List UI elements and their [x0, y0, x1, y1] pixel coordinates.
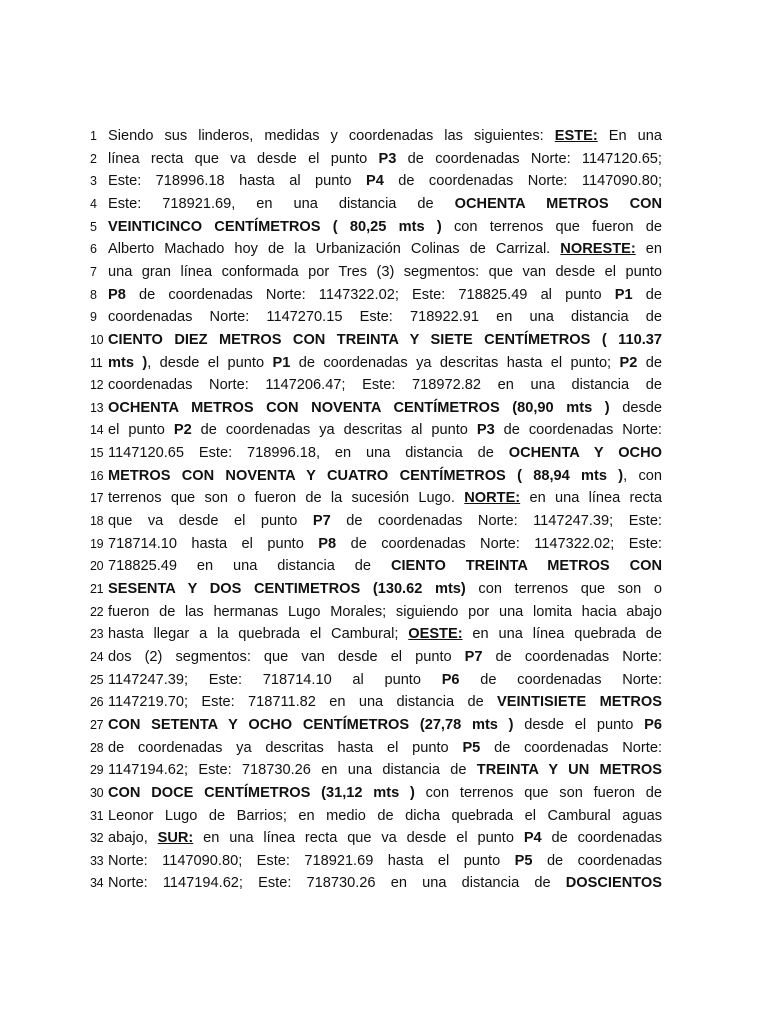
line-number: 23 — [90, 627, 104, 642]
text-segment: 1147219.70; Este: 718711.82 en una distancia de — [108, 694, 498, 711]
line-number: 20 — [90, 559, 104, 574]
text-segment: coordenadas Norte: 1147206.47; Este: 718972.82 en una distancia de — [108, 377, 662, 394]
text-line — [90, 511, 662, 531]
text-segment: En una — [597, 128, 662, 144]
text-line — [90, 285, 662, 305]
text-segment: Norte: 1147194.62; Este: 718730.26 en una distancia de — [108, 875, 566, 892]
text-line — [90, 126, 662, 146]
line-number: 8 — [90, 287, 97, 302]
text-segment: terrenos que son o fueron de la sucesión Lugo. — [108, 490, 465, 507]
text-line — [90, 353, 662, 373]
text-segment: de — [632, 286, 662, 303]
line-number: 9 — [90, 310, 97, 325]
text-line — [90, 647, 662, 667]
text-segment: de coordenadas Norte: — [494, 422, 662, 439]
text-line — [90, 443, 662, 463]
text-segment: de — [637, 354, 662, 371]
line-number: 21 — [90, 582, 104, 596]
text-line — [90, 534, 662, 554]
section-heading: OESTE: — [408, 626, 463, 643]
line-number: 26 — [90, 695, 104, 710]
line-number: 7 — [90, 264, 97, 279]
text-segment: Este: 718921.69, en una distancia de — [108, 195, 455, 212]
line-number: 28 — [90, 740, 104, 755]
text-segment: con terrenos que fueron de — [441, 218, 662, 235]
text-segment: abajo, — [108, 830, 158, 847]
text-segment: línea recta que va desde el punto — [108, 150, 379, 167]
text-segment: de coordenadas ya descritas hasta el punto; — [290, 354, 620, 371]
bold-text: CON SETENTA Y OCHO CENTÍMETROS (27,78 mts ) — [108, 716, 514, 733]
text-segment: de coordenadas Norte: — [459, 671, 662, 688]
text-segment: en una línea recta — [520, 490, 662, 507]
bold-text: SESENTA Y DOS CENTIMETROS (130.62 mts) — [108, 581, 466, 597]
bold-text: CIENTO DIEZ METROS CON TREINTA Y SIETE CENTÍMETROS ( 110.37 — [108, 331, 662, 348]
line-number: 22 — [90, 604, 104, 619]
line-number: 14 — [90, 423, 104, 438]
text-line — [90, 488, 662, 508]
line-number: 5 — [90, 219, 97, 234]
bold-text: P5 — [462, 739, 481, 756]
text-segment: dos (2) segmentos: que van desde el punto — [108, 648, 465, 665]
bold-text: P6 — [441, 671, 460, 688]
section-heading: NORTE: — [464, 490, 521, 507]
text-segment: una gran línea conformada por Tres (3) segmentos: que van desde el punto — [108, 263, 662, 280]
bold-text: CON DOCE CENTÍMETROS (31,12 mts ) — [108, 784, 415, 801]
bold-text: VEINTICINCO CENTÍMETROS ( 80,25 mts ) — [108, 218, 442, 235]
text-line — [90, 466, 662, 486]
bold-text: METROS CON NOVENTA Y CUATRO CENTÍMETROS ( 88,94 mts ) — [108, 467, 624, 484]
text-line — [90, 398, 662, 418]
text-line — [90, 420, 662, 440]
text-line — [90, 851, 662, 871]
text-segment: de coordenadas Norte: 1147322.02; Este: — [336, 535, 662, 552]
line-number: 18 — [90, 514, 104, 528]
text-line — [90, 375, 662, 395]
text-line — [90, 217, 662, 237]
line-number: 33 — [90, 853, 104, 868]
text-segment: de coordenadas — [541, 830, 662, 847]
bold-text: OCHENTA METROS CON NOVENTA CENTÍMETROS (80,90 mts ) — [108, 399, 610, 416]
text-segment: 1147194.62; Este: 718730.26 en una distancia de — [108, 762, 477, 779]
text-segment: en una línea quebrada de — [462, 626, 662, 643]
line-number: 25 — [90, 672, 104, 687]
text-line — [90, 307, 662, 327]
line-number: 31 — [90, 808, 104, 823]
bold-text: P3 — [476, 422, 495, 439]
line-number: 2 — [90, 151, 97, 166]
text-segment: 1147247.39; Este: 718714.10 al punto — [108, 671, 442, 688]
section-heading: NORESTE: — [560, 241, 636, 258]
bold-text: P8 — [108, 286, 126, 303]
line-number: 3 — [90, 174, 97, 189]
text-segment: 1147120.65 Este: 718996.18, en una distancia de — [108, 445, 509, 462]
text-line — [90, 239, 662, 259]
text-segment: de coordenadas Norte: — [482, 648, 662, 665]
text-segment: 718825.49 en una distancia de — [108, 558, 391, 575]
text-line — [90, 602, 662, 622]
text-line — [90, 783, 662, 803]
line-number: 15 — [90, 446, 104, 461]
line-number: 27 — [90, 717, 104, 732]
text-segment: de coordenadas Norte: 1147322.02; Este: 718825.49 al punto — [125, 286, 615, 303]
text-segment: con terrenos que son fueron de — [414, 784, 662, 801]
text-segment: de coordenadas Norte: 1147247.39; Este: — [330, 513, 662, 529]
bold-text: TREINTA Y UN METROS — [476, 762, 662, 779]
text-segment: que va desde el punto — [108, 513, 313, 529]
bold-text: P7 — [312, 513, 331, 529]
line-number: 11 — [90, 355, 103, 370]
bold-text: P3 — [378, 150, 397, 167]
text-line — [90, 670, 662, 690]
bold-text: mts ) — [108, 354, 148, 371]
text-segment: el punto — [108, 422, 174, 439]
bold-text: P6 — [644, 716, 663, 733]
bold-text: OCHENTA Y OCHO — [508, 445, 662, 462]
bold-text: P2 — [619, 354, 638, 371]
text-segment: Alberto Machado hoy de la Urbanización Colinas de Carrizal. — [108, 241, 561, 258]
bold-text: P8 — [318, 535, 337, 552]
text-segment: , con — [623, 467, 662, 484]
bold-text: P4 — [365, 173, 384, 190]
text-line — [90, 692, 663, 712]
text-segment: de coordenadas ya descritas hasta el punto — [108, 739, 463, 756]
text-line — [90, 828, 662, 848]
bold-text: VEINTISIETE METROS — [497, 694, 663, 711]
bold-text: OCHENTA METROS CON — [454, 195, 663, 212]
text-segment: Este: 718996.18 hasta al punto — [108, 173, 366, 190]
line-number: 17 — [90, 491, 104, 506]
text-segment: Norte: 1147090.80; Este: 718921.69 hasta el punto — [108, 852, 515, 869]
bold-text: P2 — [173, 422, 192, 439]
line-number: 29 — [90, 763, 104, 778]
section-heading: SUR: — [157, 830, 194, 847]
line-number: 1 — [90, 129, 97, 143]
text-segment: , desde el punto — [147, 354, 273, 371]
text-line — [90, 171, 662, 191]
text-line — [90, 873, 662, 893]
line-number: 32 — [90, 831, 104, 846]
text-segment: hasta llegar a la quebrada el Cambural; — [108, 626, 409, 643]
text-line — [90, 806, 662, 826]
bold-text: P1 — [614, 286, 633, 303]
text-line — [90, 760, 662, 780]
line-number: 16 — [90, 468, 104, 483]
bold-text: CIENTO TREINTA METROS CON — [390, 558, 662, 575]
text-segment: desde — [609, 399, 662, 416]
text-line — [90, 262, 662, 282]
text-line — [90, 738, 662, 758]
text-segment: en una línea recta que va desde el punto — [193, 830, 524, 847]
text-line — [90, 579, 662, 599]
text-line — [90, 330, 662, 350]
bold-text: P4 — [523, 830, 542, 847]
bold-text: DOSCIENTOS — [565, 875, 662, 892]
text-line — [90, 715, 663, 735]
line-number: 13 — [90, 400, 104, 415]
text-segment: 718714.10 hasta el punto — [108, 535, 319, 552]
text-line — [90, 624, 662, 644]
text-segment: de coordenadas ya descritas al punto — [191, 422, 477, 439]
text-line — [90, 556, 662, 576]
section-heading: ESTE: — [554, 128, 598, 144]
text-segment: desde el punto — [513, 716, 645, 733]
text-segment: de coordenadas — [532, 852, 662, 869]
text-segment: Leonor Lugo de Barrios; en medio de dicha quebrada el Cambural aguas — [108, 807, 662, 824]
line-number: 10 — [90, 332, 104, 347]
text-segment: Siendo sus linderos, medidas y coordenadas las siguientes: — [108, 128, 555, 144]
line-number: 6 — [90, 242, 97, 257]
text-line — [90, 194, 663, 214]
text-line — [90, 149, 662, 169]
line-number: 19 — [90, 536, 104, 551]
bold-text: P1 — [272, 354, 291, 371]
line-number: 30 — [90, 785, 104, 800]
bold-text: P5 — [514, 852, 533, 869]
line-number: 24 — [90, 649, 104, 664]
text-segment: coordenadas Norte: 1147270.15 Este: 718922.91 en una distancia de — [108, 309, 662, 326]
text-segment: en — [635, 241, 662, 258]
line-number: 34 — [90, 876, 104, 891]
line-number: 4 — [90, 196, 97, 211]
text-segment: con terrenos que son o — [465, 581, 662, 597]
bold-text: P7 — [464, 648, 483, 665]
text-segment: de coordenadas Norte: 1147120.65; — [396, 150, 662, 167]
text-segment: fueron de las hermanas Lugo Morales; siguiendo por una lomita hacia abajo — [108, 603, 662, 620]
text-segment: de coordenadas Norte: — [480, 739, 662, 756]
line-number: 12 — [90, 378, 104, 393]
text-segment: de coordenadas Norte: 1147090.80; — [383, 173, 662, 190]
